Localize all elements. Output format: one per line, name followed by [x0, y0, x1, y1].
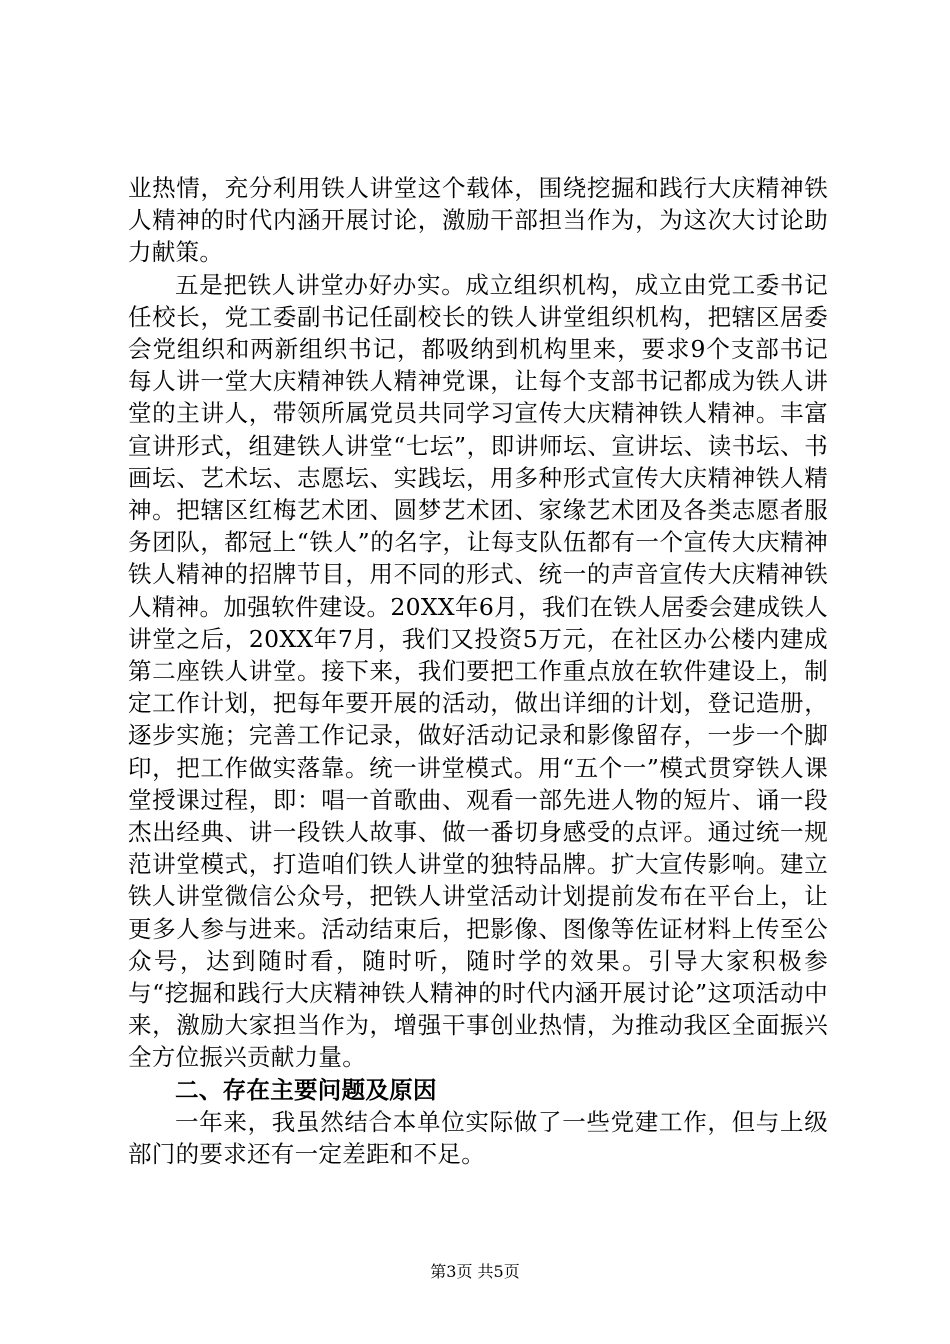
paragraph-continuation: 业热情，充分利用铁人讲堂这个载体，围绕挖掘和践行大庆精神铁人精神的时代内涵开展讨论，激励干部担当作为，为这次大讨论助力献策。	[128, 174, 828, 267]
page-footer: 第3页 共5页	[430, 1262, 520, 1281]
section-heading: 二、存在主要问题及原因	[175, 1075, 437, 1104]
document-body	[128, 172, 828, 1170]
paragraph-closing: 一年来，我虽然结合本单位实际做了一些党建工作，但与上级部门的要求还有一定差距和不足。	[128, 1107, 828, 1169]
paragraph-tieren-lecture-hall: 五是把铁人讲堂办好办实。成立组织机构，成立由党工委书记任校长，党工委副书记任副校长的铁人讲堂组织机构，把辖区居委会党组织和两新组织书记，都吸纳到机构里来，要求9个支部书记每人讲一堂大庆精神铁人精神党课，让每个支部书记都成为铁人讲堂的主讲人，带领所属党员共同学习宣传大庆精神铁人精神。丰富宣讲形式，组建铁人讲堂“七坛”，即讲师坛、宣讲坛、读书坛、书画坛、艺术坛、志愿坛、实践坛，用多种形式宣传大庆精神铁人精神。把辖区红梅艺术团、圆梦艺术团、家缘艺术团及各类志愿者服务团队，都冠上“铁人”的名字，让每支队伍都有一个宣传大庆精神铁人精神的招牌节目，用不同的形式、统一的声音宣传大庆精神铁人精神。加强软件建设。20XX年6月，我们在铁人居委会建成铁人讲堂之后，20XX年7月，我们又投资5万元，在社区办公楼内建成第二座铁人讲堂。接下来，我们要把工作重点放在软件建设上，制定工作计划，把每年要开展的活动，做出详细的计划，登记造册，逐步实施；完善工作记录，做好活动记录和影像留存，一步一个脚印，把工作做实落靠。统一讲堂模式。用“五个一”模式贯穿铁人课堂授课过程，即：唱一首歌曲、观看一部先进人物的短片、诵一段杰出经典、讲一段铁人故事、做一番切身感受的点评。通过统一规范讲堂模式，打造咱们铁人讲堂的独特品牌。扩大宣传影响。建立铁人讲堂微信公众号，把铁人讲堂活动计划提前发布在平台上，让更多人参与进来。活动结束后，把影像、图像等佐证材料上传至公众号，达到随时看，随时听，随时学的效果。引导大家积极参与“挖掘和践行大庆精神铁人精神的时代内涵开展讨论”这项活动中来，激励大家担当作为，增强干事创业热情，为推动我区全面振兴全方位振兴贡献力量。	[128, 270, 828, 1072]
